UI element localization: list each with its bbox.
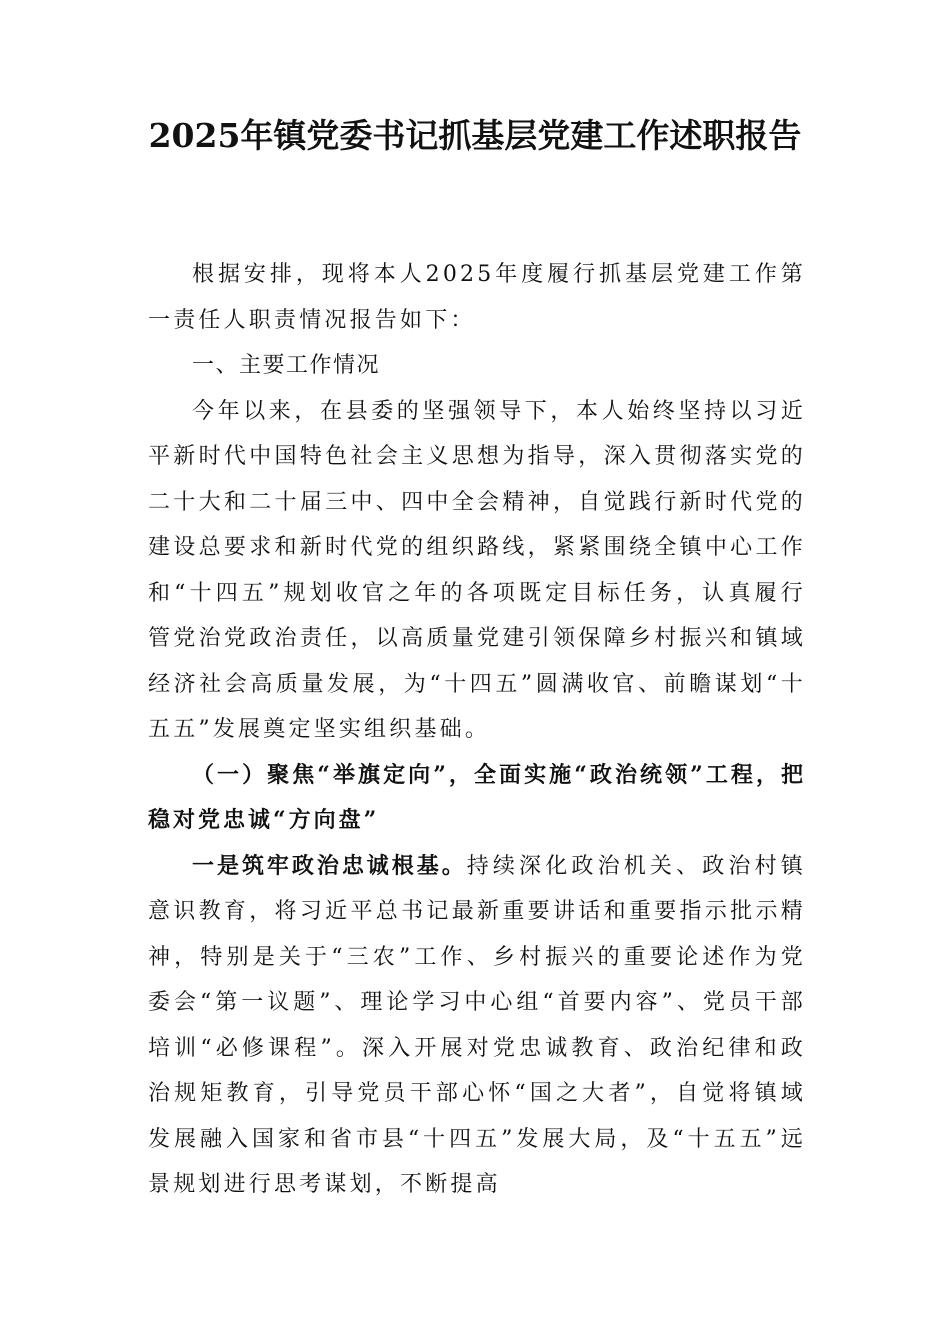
point-paragraph bbox=[148, 844, 806, 1208]
section-heading: 一、主要工作情况 bbox=[192, 353, 381, 378]
point-text: 持续深化政治机关、政治村镇意识教育，将习近平总书记最新重要讲话和重要指示批示精神，特别是关于“三农”工作、乡村振兴的重要论述作为党委会“第一议题”、理论学习中心组“首要内容”、党员干部培训“必修课程”。深入开展对党忠诚教育、政治纪律和政治规矩教育，引导党员干部心怀“国之大者”，自觉将镇域发展融入国家和省市县“十四五”发展大局，及“十五五”远景规划进行思考谋划，不断提高 bbox=[148, 853, 806, 1197]
document-title: 2025年镇党委书记抓基层党建工作述职报告 bbox=[148, 116, 802, 155]
subsection-heading: （一）聚焦“举旗定向”，全面实施“政治统领”工程，把稳对党忠诚“方向盘” bbox=[148, 761, 806, 833]
document-body bbox=[148, 252, 806, 1208]
point-lead: 一是筑牢政治忠诚根基。 bbox=[192, 852, 467, 879]
intro-paragraph: 根据安排，现将本人2025年度履行抓基层党建工作第一责任人职责情况报告如下： bbox=[148, 262, 806, 333]
section-paragraph: 今年以来，在县委的坚强领导下，本人始终坚持以习近平新时代中国特色社会主义思想为指导，深入贯彻落实党的二十大和二十届三中、四中全会精神，自觉践行新时代党的建设总要求和新时代党的组织路线，紧紧围绕全镇中心工作和“十四五”规划收官之年的各项既定目标任务，认真履行管党治党政治责任，以高质量党建引领保障乡村振兴和镇域经济社会高质量发展，为“十四五”圆满收官、前瞻谋划“十五五”发展奠定坚实组织基础。 bbox=[148, 398, 806, 742]
